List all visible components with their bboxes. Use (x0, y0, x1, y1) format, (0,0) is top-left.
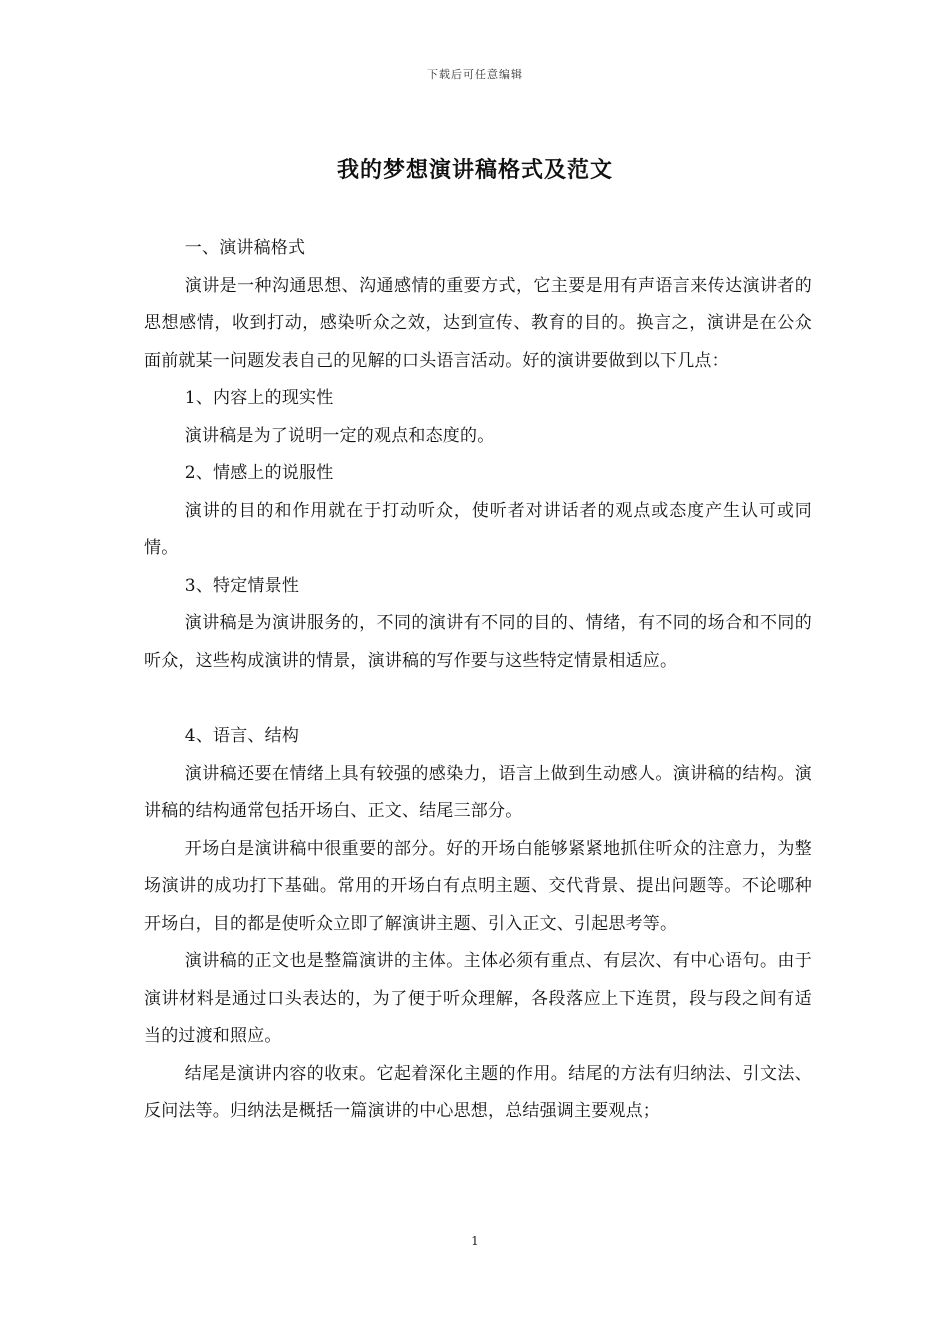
document-body (144, 230, 812, 1131)
paragraph: 演讲的目的和作用就在于打动听众，使听者对讲话者的观点或态度产生认可或同情。 (144, 500, 812, 558)
section-heading: 一、演讲稿格式 (184, 238, 306, 258)
page-number: 1 (471, 1234, 479, 1248)
paragraph: 演讲是一种沟通思想、沟通感情的重要方式，它主要是用有声语言来传达演讲者的思想感情，收到打动，感染听众之效，达到宣传、教育的目的。换言之，演讲是在公众面前就某一问题发表自己的见解的口头语言活动。好的演讲要做到以下几点： (144, 275, 812, 371)
paragraph: 开场白是演讲稿中很重要的部分。好的开场白能够紧紧地抓住听众的注意力，为整场演讲的成功打下基础。常用的开场白有点明主题、交代背景、提出问题等。不论哪种开场白，目的都是使听众立即了解演讲主题、引入正文、引起思考等。 (144, 838, 812, 934)
header-note: 下载后可任意编辑 (427, 68, 523, 81)
paragraph: 结尾是演讲内容的收束。它起着深化主题的作用。结尾的方法有归纳法、引文法、反问法等。归纳法是概括一篇演讲的中心思想，总结强调主要观点； (144, 1063, 812, 1121)
paragraph: 演讲稿的正文也是整篇演讲的主体。主体必须有重点、有层次、有中心语句。由于演讲材料是通过口头表达的，为了便于听众理解，各段落应上下连贯，段与段之间有适当的过渡和照应。 (144, 951, 812, 1046)
subheading: 3、特定情景性 (184, 575, 300, 596)
subheading: 1、内容上的现实性 (184, 388, 334, 408)
paragraph: 演讲稿是为了说明一定的观点和态度的。 (184, 425, 495, 446)
paragraph: 演讲稿还要在情绪上具有较强的感染力，语言上做到生动感人。演讲稿的结构。演讲稿的结构通常包括开场白、正文、结尾三部分。 (144, 763, 812, 821)
document-title: 我的梦想演讲稿格式及范文 (336, 157, 613, 183)
subheading: 2、情感上的说服性 (184, 463, 334, 483)
subheading: 4、语言、结构 (184, 726, 300, 746)
paragraph: 演讲稿是为演讲服务的，不同的演讲有不同的目的、情绪，有不同的场合和不同的听众，这些构成演讲的情景，演讲稿的写作要与这些特定情景相适应。 (144, 613, 812, 671)
